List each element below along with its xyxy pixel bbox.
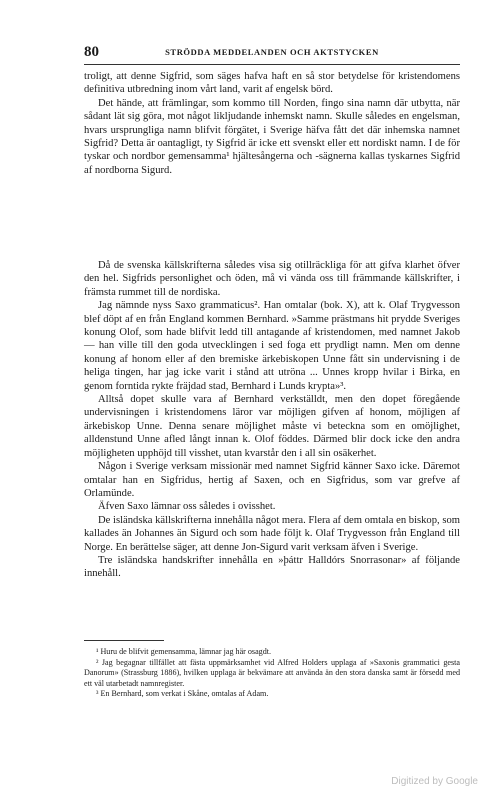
header-rule [84, 64, 460, 65]
page-number: 80 [84, 44, 99, 60]
paragraph: Alltså dopet skulle vara af Bernhard verkställdt, men den dopet föregående undervisningen i kristendomens läror var möjligen gifven af honom, möjligen af ärkebiskop Unne. Denna senare möjlighet måste vi beteckna som en omöjlighet, alldenstund Unne afled långt innan k. Olof föddes. Därmed blir dock icke den andra möjligheten upphöjd till visshet, utan kvarstår den i all sin osäkerhet. [84, 394, 460, 459]
footnote: ² Jag begagnar tillfället att fästa uppmärksamhet vid Alfred Holders upplaga af »Saxonis grammatici gesta Danorum» (Strassburg 1886), hvilken upplaga är bekvämare att använda än den stora danska samt är försedd med ett väl utarbetadt namnregister. [84, 657, 460, 688]
paragraph: Det hände, att främlingar, som kommo till Norden, fingo sina namn där utbytta, när sådant lät sig göra, mot något likljudande inhemskt namn. Skulle således en engelsman, hvars ursprungliga namn blifvit förgätet, i Sverige häfva fått det där inhemska namnet Sigfrid? Detta är oantagligt, ty Sigfrid är icke ett svenskt eller ett nordiskt namn. I de för tyskar och nordbor gemensamma¹ hjältesångerna och -sägnerna kallas tyskarnes Sigfrid af nordborna Sigurd. [84, 97, 460, 176]
paragraph: De isländska källskrifterna innehålla något mera. Flera af dem omtala en biskop, som kallades än Johannes än Sigurd och som hade följt k. Olaf Trygvesson från England till Norge. En berättelse säger, att denne Jon-Sigurd varit verksam äfven i Sverige. [84, 514, 460, 553]
digitization-watermark: Digitized by Google [391, 776, 478, 787]
top-section [84, 70, 460, 177]
paragraph: troligt, att denne Sigfrid, som säges hafva haft en så stor betydelse för kristendomens definitiva utbredning inom vårt land, varit af engelsk börd. [84, 71, 460, 96]
paragraph: Tre isländska handskrifter innehålla en »þáttr Halldórs Snorrasonar» af följande innehåll. [84, 554, 460, 580]
paragraph: Jag nämnde nyss Saxo grammaticus². Han omtalar (bok. X), att k. Olaf Trygvesson blef döpt af en från England kommen Bernhard. »Samme prästmans hit prydde Sveriges konung Olof, som hade blifvit ledd till antagande af kristendomen, med namnet Jakob — han ville till den goda utvecklingen i sed foga ett prydligt namn. Men om denne konung af honom eller af den bremiske ärkebiskopen Unne fått sin undervisning i de heliga tingen, har jag icke varit i stånd att utröna ... Unnes kropp hvilar i Birka, en genom forntida rykte fräjdad stad, Bernhard i Lunds krypta»³. [84, 300, 460, 392]
footnotes [84, 647, 460, 700]
footnote-rule [84, 640, 164, 641]
footnote: ¹ Huru de blifvit gemensamma, lämnar jag här osagdt. [96, 647, 272, 656]
paragraph: Äfven Saxo lämnar oss således i ovisshet. [98, 501, 276, 513]
running-title: STRÖDDA MEDDELANDEN OCH AKTSTYCKEN [165, 47, 379, 57]
paragraph: Då de svenska källskrifterna således visa sig otillräckliga för att gifva klarhet öfver den hel. Sigfrids personlighet och öden, må vi vända oss till främmande källskrifter, i främsta rummet till de nordiska. [84, 260, 460, 298]
page-header [84, 44, 460, 60]
main-section [84, 259, 460, 581]
paragraph: Någon i Sverige verksam missionär med namnet Sigfrid känner Saxo icke. Däremot omtalar han en Sigfridus, hertig af Saxen, och en Sigfridus, som var grefve af Orlamünde. [84, 461, 460, 499]
footnote: ³ En Bernhard, som verkat i Skåne, omtalas af Adam. [96, 689, 269, 699]
